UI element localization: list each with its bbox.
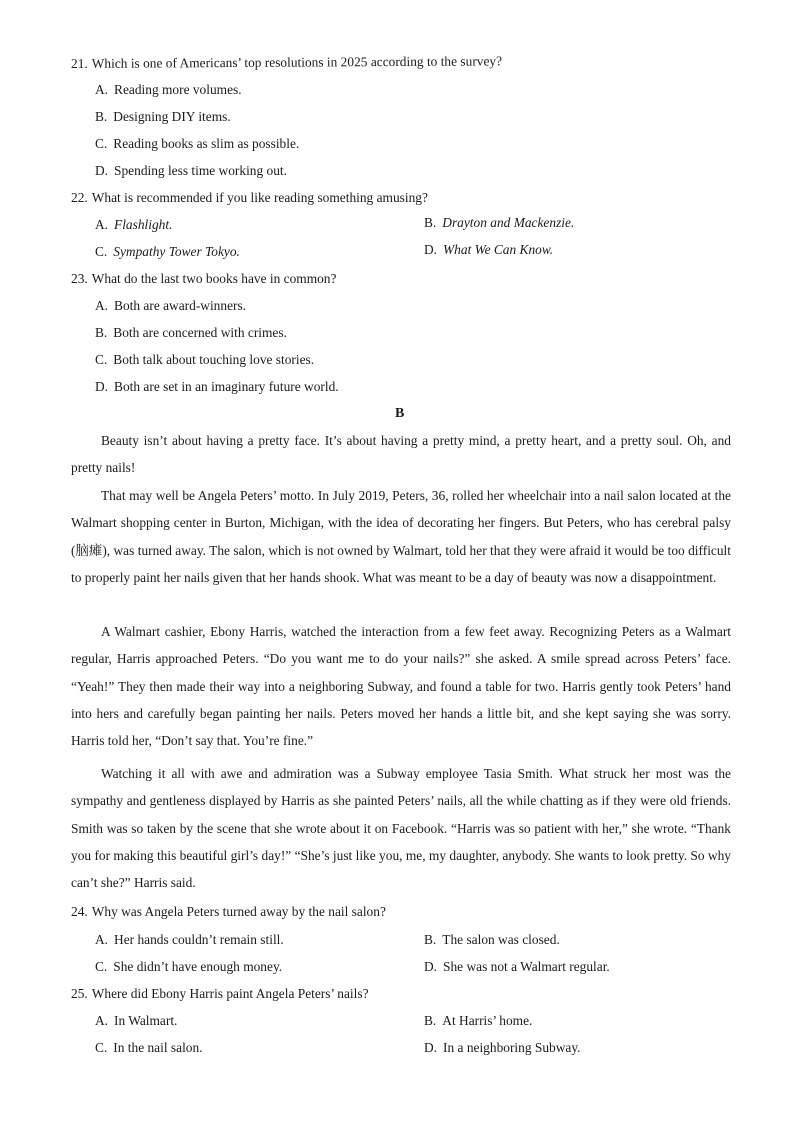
option-text: Drayton and Mackenzie. xyxy=(442,215,575,230)
option-text: Her hands couldn’t remain still. xyxy=(114,932,284,947)
option-21-c xyxy=(95,136,299,152)
passage-paragraph-3: A Walmart cashier, Ebony Harris, watched the interaction from a few feet away. Recognizing Peters as a Walmart regular, Harris approached Peters. “Do you want me to do your nails?” she asked. A smile spread across Peters’ face. “Yeah!” They then made their way into a neighboring Subway, and found a table for two. Harris gently took Peters’ hand into hers and carefully began painting her nails. Peters moved her hands a little bit, and she kept saying she was sorry. Harris told her, “Don’t say that. You’re fine.” xyxy=(71,624,731,749)
question-text: Where did Ebony Harris paint Angela Peters’ nails? xyxy=(91,986,369,1001)
option-letter: D. xyxy=(424,959,438,974)
option-letter: D. xyxy=(95,379,109,394)
option-text: The salon was closed. xyxy=(442,932,560,947)
question-number: 23. xyxy=(71,271,88,286)
option-letter: B. xyxy=(424,932,437,947)
option-letter: B. xyxy=(95,109,108,124)
option-text: Both talk about touching love stories. xyxy=(113,352,315,367)
question-21 xyxy=(71,53,502,72)
option-23-a xyxy=(95,298,246,314)
option-23-b xyxy=(95,325,287,341)
option-text: She was not a Walmart regular. xyxy=(443,959,610,974)
question-24 xyxy=(71,904,386,920)
option-text: At Harris’ home. xyxy=(442,1013,533,1028)
question-number: 22. xyxy=(71,190,88,205)
passage-paragraph-1: Beauty isn’t about having a pretty face. It’s about having a pretty mind, a pretty heart, and a pretty soul. Oh, and pretty nails! xyxy=(71,433,731,476)
passage-paragraph-4: Watching it all with awe and admiration was a Subway employee Tasia Smith. What struck her most was the sympathy and gentleness displayed by Harris as she painted Peters’ nails, all the while chatting as if they were old friends. Smith was so taken by the scene that she wrote about it on Facebook. “Harris was so patient with her,” she wrote. “Thank you for making this beautiful girl’s day!” “She’s just like you, me, my daughter, anybody. She wants to look pretty. So why can’t she?” Harris said. xyxy=(71,766,731,891)
option-24-b xyxy=(424,932,560,948)
question-23 xyxy=(71,271,336,287)
option-text: Reading books as slim as possible. xyxy=(113,136,300,151)
option-21-b xyxy=(95,109,231,125)
passage-paragraph-2: That may well be Angela Peters’ motto. In July 2019, Peters, 36, rolled her wheelchair into a nail salon located at the Walmart shopping center in Burton, Michigan, with the idea of decorating her fingers. But Peters, who has cerebral palsy (脑瘫), was turned away. The salon, which is not owned by Walmart, told her that they were afraid it would be too difficult to properly paint her nails given that her hands shook. What was meant to be a day of beauty was now a disappointment. xyxy=(71,488,731,585)
option-letter: D. xyxy=(424,242,438,257)
option-25-b xyxy=(424,1013,532,1029)
option-letter: C. xyxy=(95,136,108,151)
option-letter: A. xyxy=(95,217,109,232)
option-letter: C. xyxy=(95,959,108,974)
option-letter: A. xyxy=(95,82,109,97)
option-text: Reading more volumes. xyxy=(114,82,242,97)
option-letter: C. xyxy=(95,244,108,259)
option-letter: D. xyxy=(424,1040,438,1055)
option-text: Flashlight. xyxy=(114,217,173,232)
option-text: In the nail salon. xyxy=(113,1040,203,1055)
question-number: 25. xyxy=(71,986,88,1001)
option-text: Both are set in an imaginary future world. xyxy=(114,379,339,394)
option-letter: B. xyxy=(95,325,108,340)
option-24-d xyxy=(424,959,610,975)
option-letter: B. xyxy=(424,215,437,230)
option-letter: C. xyxy=(95,352,108,367)
option-22-d xyxy=(424,242,553,258)
option-text: In a neighboring Subway. xyxy=(443,1040,581,1055)
question-25 xyxy=(71,986,369,1002)
question-number: 21. xyxy=(70,55,88,71)
option-letter: A. xyxy=(95,298,109,313)
question-number: 24. xyxy=(71,904,88,919)
option-24-a xyxy=(95,932,284,948)
option-text: Both are concerned with crimes. xyxy=(113,325,287,340)
option-text: Both are award-winners. xyxy=(114,298,247,313)
option-23-c xyxy=(95,352,314,368)
section-heading-b: B xyxy=(395,406,405,421)
option-25-c xyxy=(95,1040,203,1056)
question-text: Why was Angela Peters turned away by the nail salon? xyxy=(91,904,386,919)
option-21-a xyxy=(95,82,242,98)
question-text: Which is one of Americans’ top resolutions in 2025 according to the survey? xyxy=(91,53,503,71)
question-text: What do the last two books have in common? xyxy=(91,271,337,286)
option-letter: A. xyxy=(95,1013,109,1028)
option-22-c xyxy=(95,244,240,260)
option-23-d xyxy=(95,379,339,395)
option-letter: D. xyxy=(95,163,109,178)
option-text: Spending less time working out. xyxy=(114,163,287,178)
option-22-a xyxy=(95,217,172,233)
question-text: What is recommended if you like reading something amusing? xyxy=(91,190,428,205)
option-text: Designing DIY items. xyxy=(113,109,231,124)
option-22-b xyxy=(424,215,574,231)
option-25-d xyxy=(424,1040,581,1056)
option-text: She didn’t have enough money. xyxy=(113,959,283,974)
option-text: Sympathy Tower Tokyo. xyxy=(113,244,240,259)
option-21-d xyxy=(95,163,287,179)
option-25-a xyxy=(95,1013,177,1029)
option-letter: A. xyxy=(95,932,109,947)
option-letter: C. xyxy=(95,1040,108,1055)
option-24-c xyxy=(95,959,282,975)
question-22 xyxy=(71,190,428,206)
option-text: What We Can Know. xyxy=(443,242,554,257)
option-text: In Walmart. xyxy=(114,1013,178,1028)
option-letter: B. xyxy=(424,1013,437,1028)
